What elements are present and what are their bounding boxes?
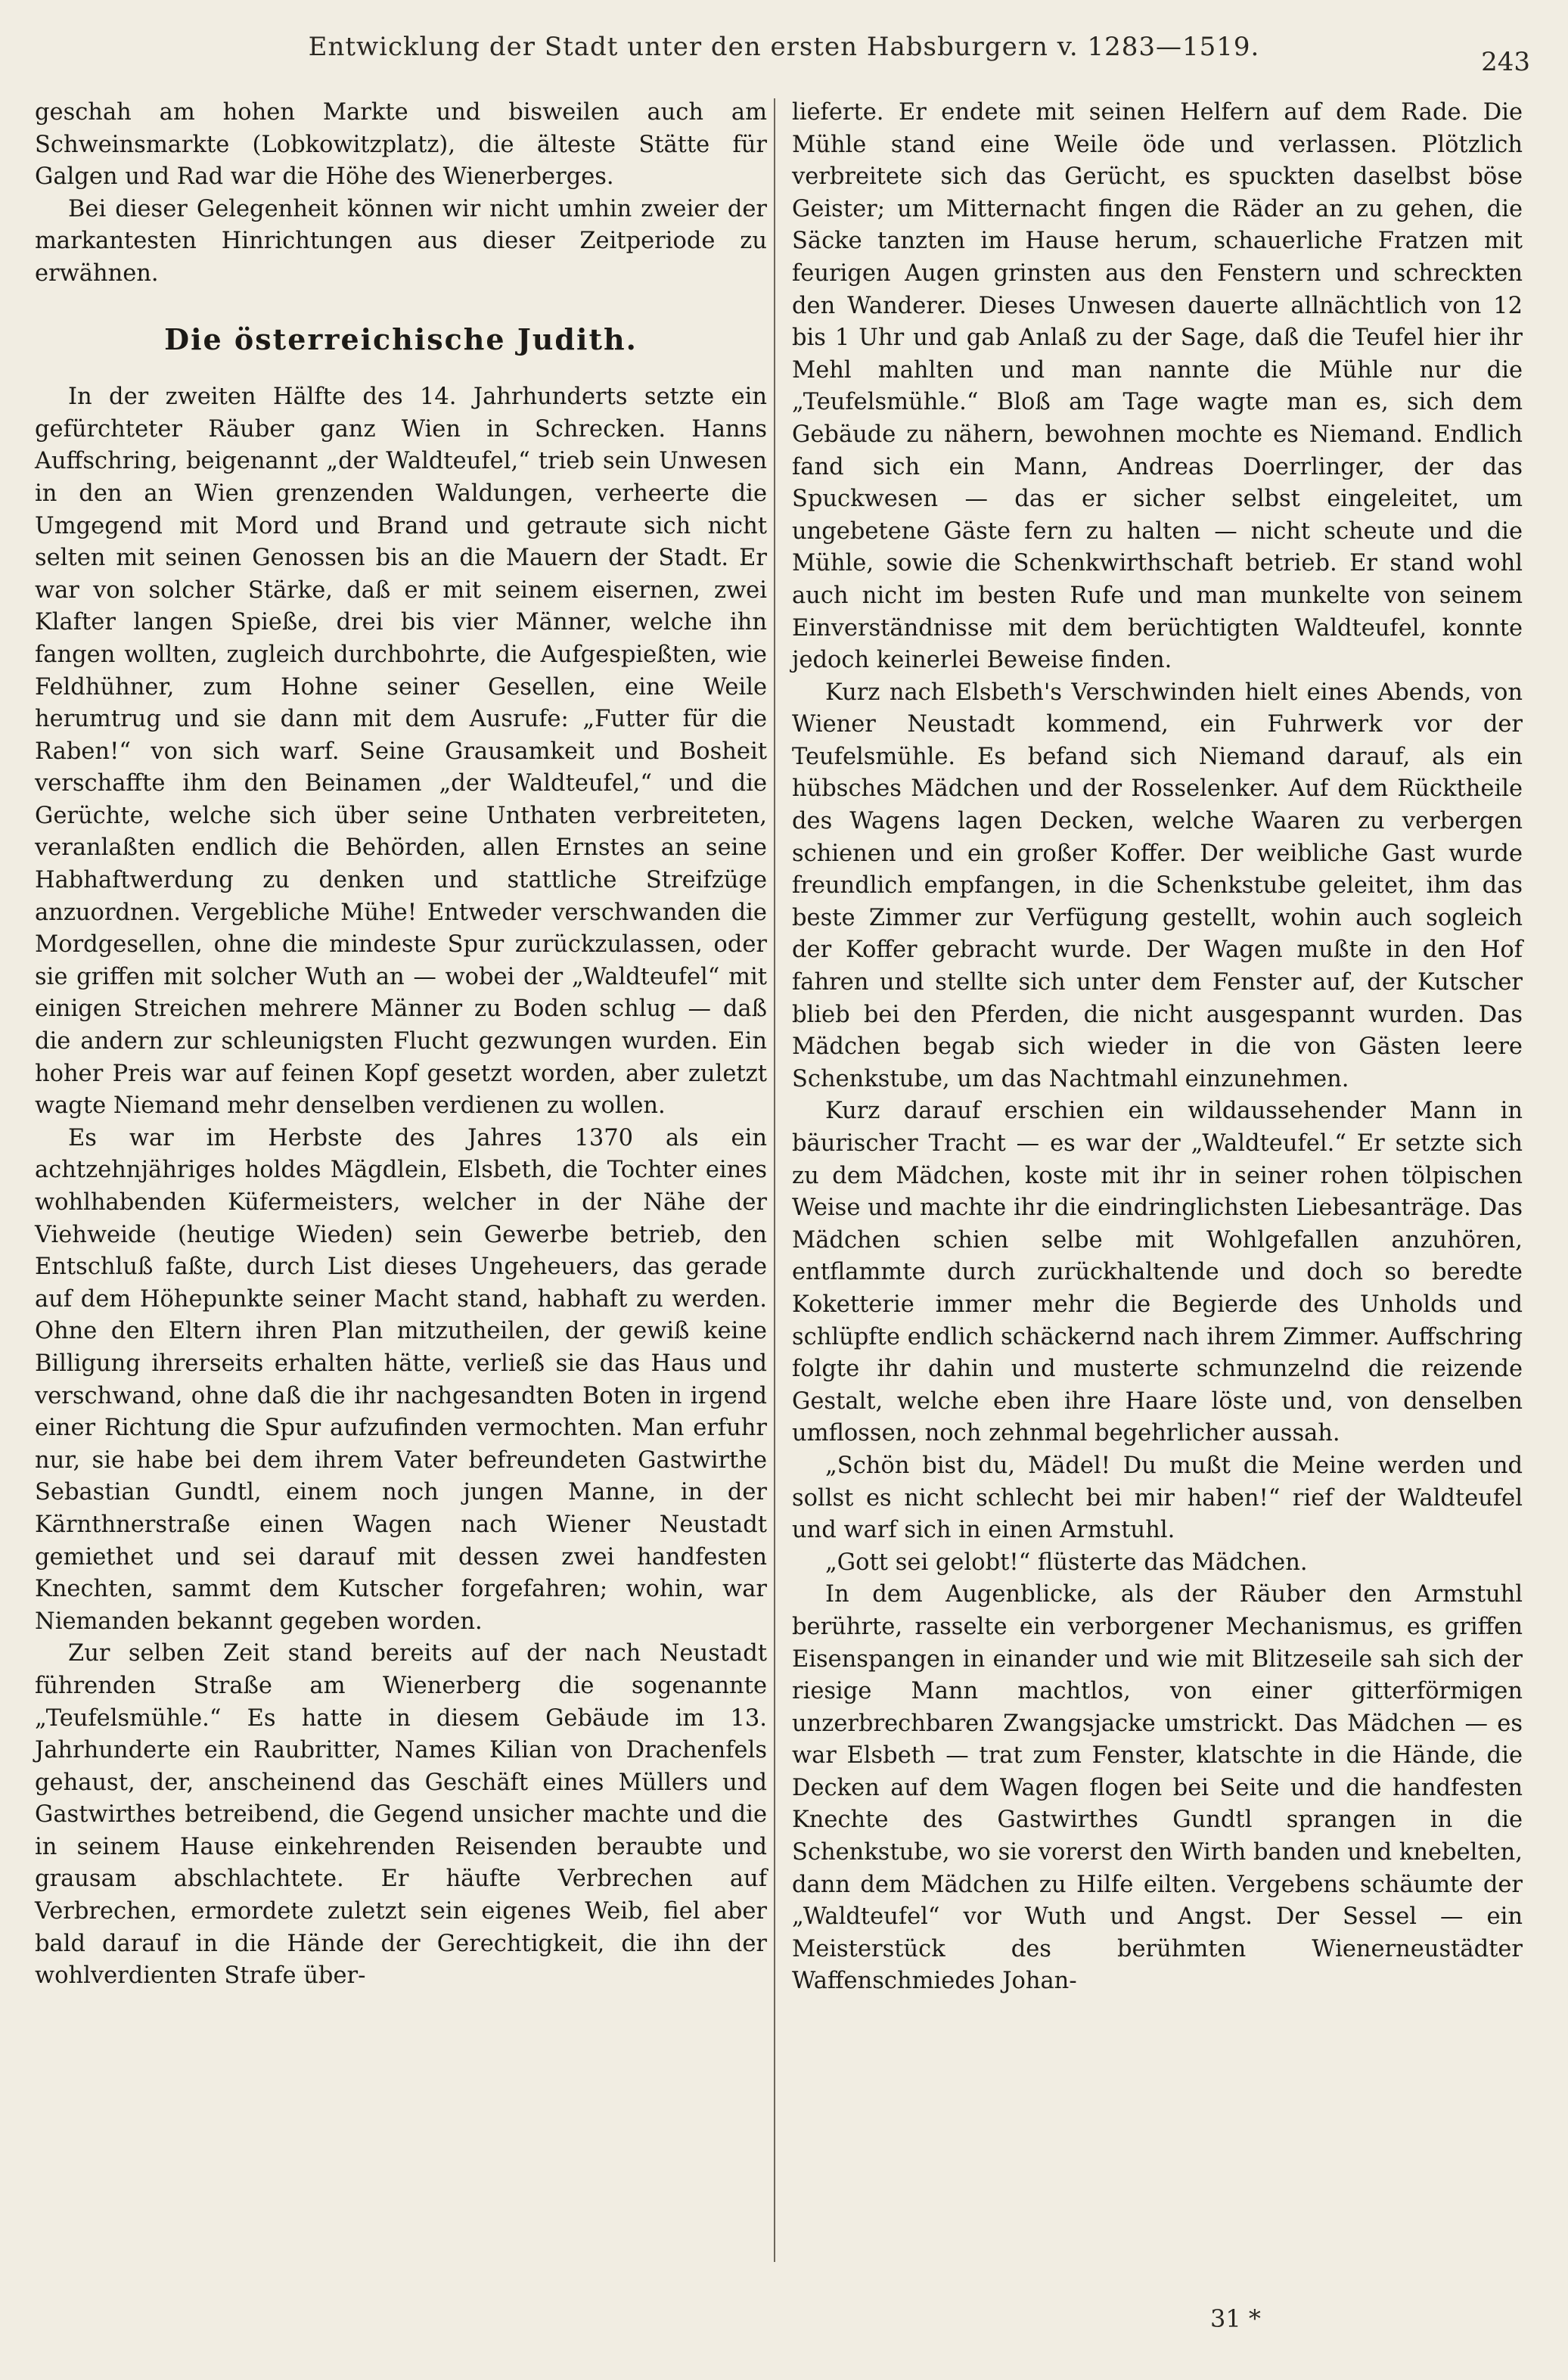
right-paragraph-1: lieferte. Er endete mit seinen Helfern auf dem Rade. Die Mühle stand eine Weile öde und verlassen. Plötzlich verbreitete sich das Gerücht, es spuckten daselbst böse Geister; um Mitternacht fingen die Räder an zu gehen, die Säcke tanzten im Hause herum, schauerliche Fratzen mit feurigen Augen grinsten aus den Fenstern und schreckten den Wanderer. Dieses Unwesen dauerte allnächtlich von 12 bis 1 Uhr und gab Anlaß zu der Sage, daß die Teufel hier ihr Mehl mahlten und man nannte die Mühle nur die „Teufelsmühle.“ Bloß am Tage wagte man es, sich dem Gebäude zu nähern, bewohnen mochte es Niemand. Endlich fand sich ein Mann, Andreas Doerrlinger, der das Spuckwesen — das er sicher selbst eingeleitet, um ungebetene Gäste fern zu halten — nicht scheute und die Mühle, sowie die Schenkwirthschaft betrieb. Er stand wohl auch nicht im besten Rufe und man munkelte von seinem Einverständnisse mit dem berüchtigten Waldteufel, konnte jedoch keinerlei Beweise finden. [792, 99, 1523, 674]
left-paragraph-5: Zur selben Zeit stand bereits auf der nach Neustadt führenden Straße am Wienerberg die sogenannte „Teufelsmühle.“ Es hatte in diesem Gebäude im 13. Jahrhunderte ein Raubritter, Names Kilian von Drachenfels gehaust, der, anscheinend das Geschäft eines Müllers und Gastwirthes betreibend, die Gegend unsicher machte und die in seinem Hause einkehrenden Reisenden beraubte und grausam abschlachtete. Er häufte Verbrechen auf Verbrechen, ermordete zuletzt sein eigenes Weib, fiel aber bald darauf in die Hände der Gerechtigkeit, die ihn der wohlverdienten Strafe über- [35, 1640, 767, 1990]
column-divider [774, 98, 775, 2262]
right-column [792, 97, 1523, 2319]
left-paragraph-2: Bei dieser Gelegenheit können wir nicht umhin zweier der markantesten Hinrichtungen aus dieser Zeitperiode zu erwähnen. [35, 195, 767, 287]
left-paragraph-4: Es war im Herbste des Jahres 1370 als ein achtzehnjähriges holdes Mägdlein, Elsbeth, die Tochter eines wohlhabenden Küfermeisters, welcher in der Nähe der Viehweide (heutige Wieden) sein Gewerbe betrieb, den Entschluß faßte, durch List dieses Ungeheuers, das gerade auf dem Höhepunkte seiner Macht stand, habhaft zu werden. Ohne den Eltern ihren Plan mitzutheilen, der gewiß keine Billigung ihrerseits erhalten hätte, verließ sie das Haus und verschwand, ohne daß die ihr nachgesandten Boten in irgend einer Richtung die Spur aufzufinden vermochten. Man erfuhr nur, sie habe bei dem ihrem Vater befreundeten Gastwirthe Sebastian Gundtl, einem noch jungen Manne, in der Kärnthnerstraße einen Wagen nach Wiener Neustadt gemiethet und sei darauf mit dessen zwei handfesten Knechten, sammt dem Kutscher forgefahren; wohin, war Niemanden bekannt gegeben worden. [35, 1124, 767, 1635]
left-paragraph-3: In der zweiten Hälfte des 14. Jahrhunderts setzte ein gefürchteter Räuber ganz Wien in Schrecken. Hanns Auffschring, beigenannt „der Waldteufel,“ trieb sein Unwesen in den an Wien grenzenden Waldungen, verheerte die Umgegend mit Mord und Brand und getraute sich nicht selten mit seinen Genossen bis an die Mauern der Stadt. Er war von solcher Stärke, daß er mit seinem eisernen, zwei Klafter langen Spieße, drei bis vier Männer, welche ihn fangen wollten, zugleich durchbohrte, die Aufgespießten, wie Feldhühner, zum Hohne seiner Gesellen, eine Weile herumtrug und sie dann mit dem Ausrufe: „Futter für die Raben!“ von sich warf. Seine Grausamkeit und Bosheit verschaffte ihm den Beinamen „der Waldteufel,“ und die Gerüchte, welche sich über seine Unthaten verbreiteten, veranlaßten endlich die Behörden, allen Ernstes an seine Habhaftwerdung zu denken und stattliche Streifzüge anzuordnen. Vergebliche Mühe! Entweder verschwanden die Mordgesellen, ohne die mindeste Spur zurückzulassen, oder sie griffen mit solcher Wuth an — wobei der „Waldteufel“ mit einigen Streichen mehrere Männer zu Boden schlug — daß die andern zur schleunigsten Flucht gezwungen wurden. Ein hoher Preis war auf feinen Kopf gesetzt worden, aber zuletzt wagte Niemand mehr denselben verdienen zu wollen. [35, 384, 767, 1120]
signature-mark: 31 * [1210, 2304, 1261, 2333]
section-heading: Die österreichische Judith. [164, 322, 638, 356]
right-paragraph-2: Kurz nach Elsbeth's Verschwinden hielt eines Abends, von Wiener Neustadt kommend, ein Fuhrwerk vor der Teufelsmühle. Es befand sich Niemand darauf, als ein hübsches Mädchen und der Rosselenker. Auf dem Rücktheile des Wagens lagen Decken, welche Waaren zu verbergen schienen und ein großer Koffer. Der weibliche Gast wurde freundlich empfangen, in die Schenkstube geleitet, ihm das beste Zimmer zur Verfügung gestellt, wohin auch sogleich der Koffer gebracht wurde. Der Wagen mußte in den Hof fahren und stellte sich unter dem Fenster auf, der Kutscher blieb bei den Pferden, die nicht ausgespannt wurden. Das Mädchen begab sich wieder in die von Gästen leere Schenkstube, um das Nachtmahl einzunehmen. [792, 679, 1523, 1092]
right-paragraph-4: „Schön bist du, Mädel! Du mußt die Meine werden und sollst es nicht schlecht bei mir haben!“ rief der Waldteufel und warf sich in einen Armstuhl. [792, 1452, 1523, 1544]
running-title: Entwicklung der Stadt unter den ersten Habsburgern v. 1283—1519. [308, 32, 1260, 62]
right-paragraph-5: „Gott sei gelobt!“ flüsterte das Mädchen. [825, 1549, 1308, 1576]
left-paragraph-1: geschah am hohen Markte und bisweilen auch am Schweinsmarkte (Lobkowitzplatz), die älteste Stätte für Galgen und Rad war die Höhe des Wienerberges. [35, 99, 767, 191]
running-head [30, 32, 1538, 77]
right-paragraph-3: Kurz darauf erschien ein wildaussehender Mann in bäurischer Tracht — es war der „Waldteufel.“ Er setzte sich zu dem Mädchen, koste mit ihr in seiner rohen tölpischen Weise und machte ihr die eindringlichsten Liebesanträge. Das Mädchen schien selbe mit Wohlgefallen anzuhören, entflammte durch zurückhaltende und doch so beredte Koketterie immer mehr die Begierde des Unholds und schlüpfte endlich schäckernd nach ihrem Zimmer. Auffschring folgte ihr dahin und musterte schmunzelnd die reizende Gestalt, welche eben ihre Haare löste und, von denselben umflossen, noch zehnmal begehrlicher aussah. [792, 1098, 1523, 1447]
page-number: 243 [1481, 47, 1530, 77]
right-paragraph-6: In dem Augenblicke, als der Räuber den Armstuhl berührte, rasselte ein verborgener Mechanismus, es griffen Eisenspangen in einander und wie mit Blitzeseile sah sich der riesige Mann machtlos, von einer gitterförmigen unzerbrechbaren Zwangsjacke umstrickt. Das Mädchen — es war Elsbeth — trat zum Fenster, klatschte in die Hände, die Decken auf dem Wagen flogen bei Seite und die handfesten Knechte des Gastwirthes Gundtl sprangen in die Schenkstube, wo sie vorerst den Wirth banden und knebelten, dann dem Mädchen zu Hilfe eilten. Vergebens schäumte der „Waldteufel“ vor Wuth und Angst. Der Sessel — ein Meisterstück des berühmten Wienerneustädter Waffenschmiedes Johan- [792, 1581, 1523, 1995]
left-column [35, 97, 767, 2319]
